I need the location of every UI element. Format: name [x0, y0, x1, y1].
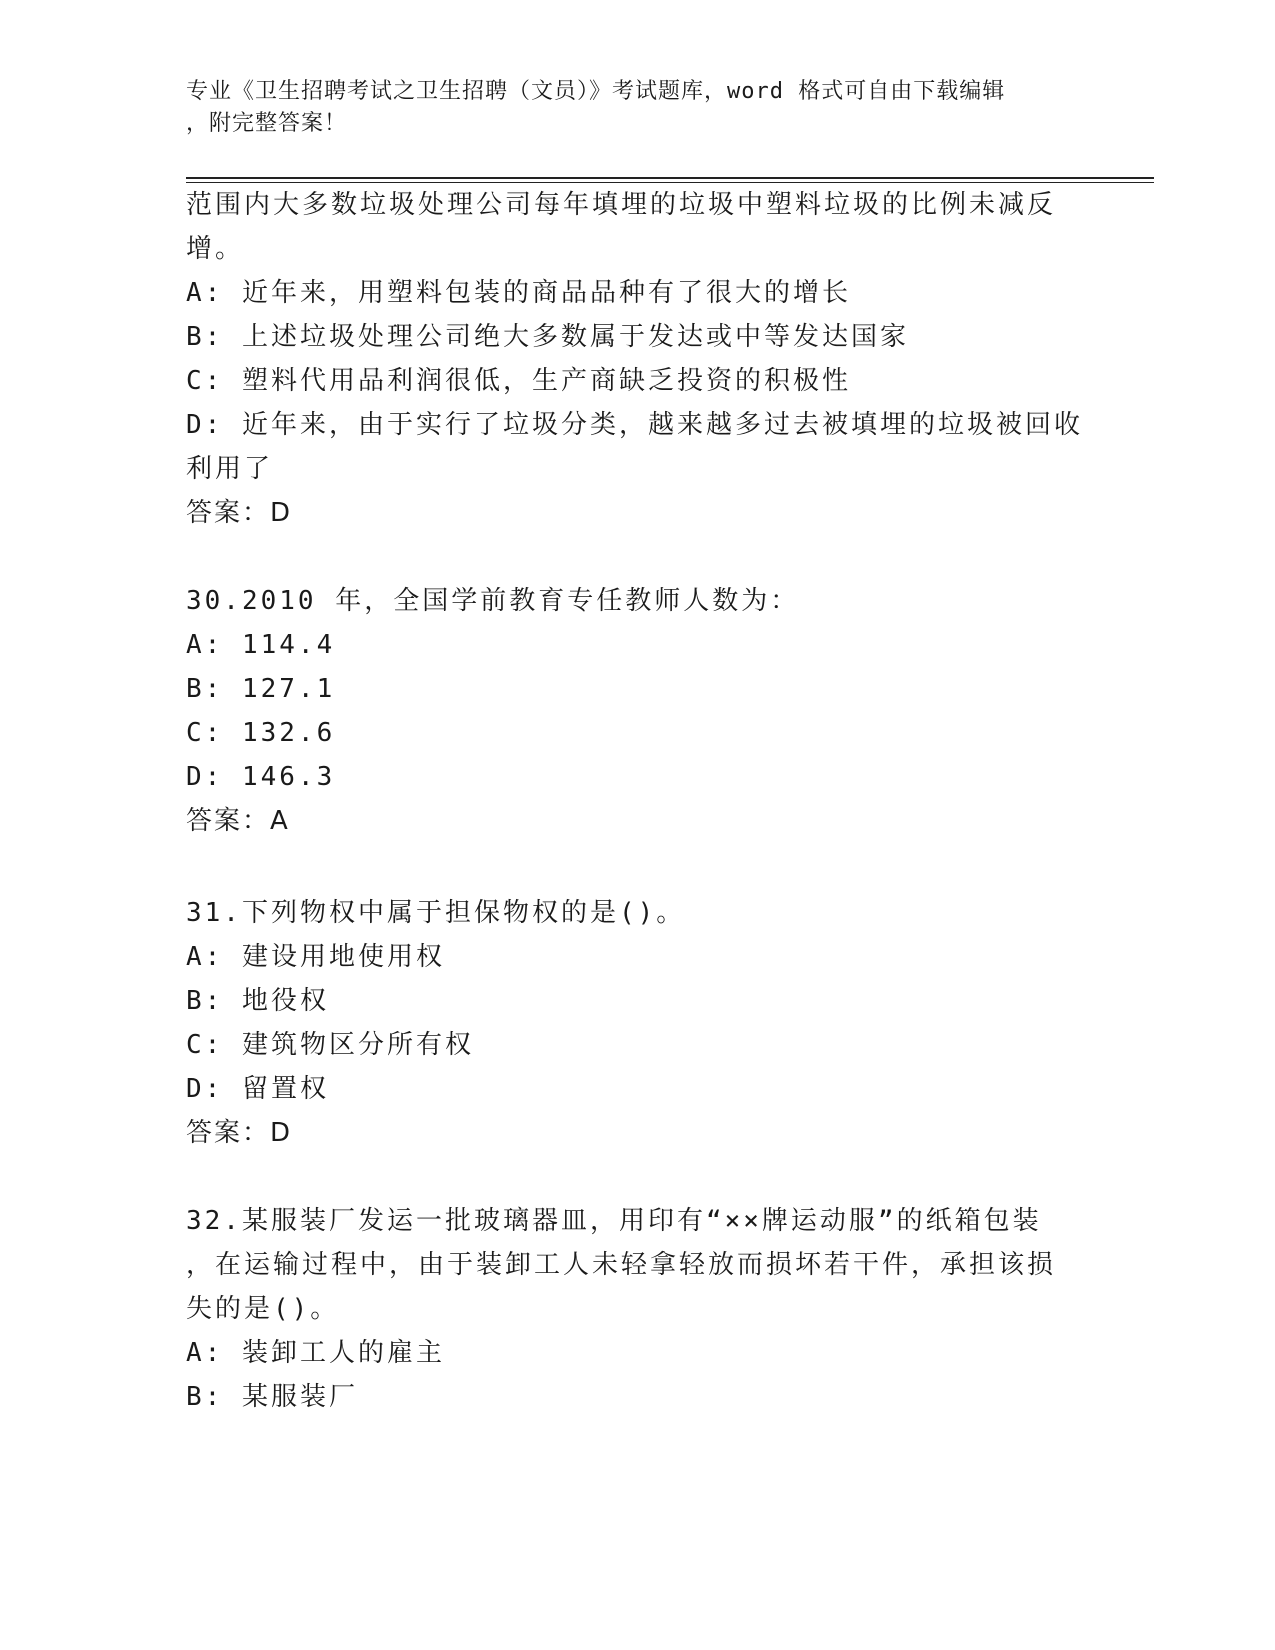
option-c: C: 建筑物区分所有权	[186, 1030, 474, 1060]
option-b: B: 上述垃圾处理公司绝大多数属于发达或中等发达国家	[186, 322, 909, 352]
option-c: C: 塑料代用品利润很低，生产商缺乏投资的积极性	[186, 366, 851, 396]
option-b: B: 地役权	[186, 986, 329, 1016]
question-stem-line: ，在运输过程中，由于装卸工人未轻拿轻放而损坏若干件，承担该损	[186, 1250, 1057, 1280]
answer-label: 答案：D	[186, 1118, 293, 1148]
header-rule-thick	[186, 177, 1154, 179]
header-line-2: ，附完整答案！	[186, 111, 348, 136]
option-b: B: 127.1	[186, 674, 336, 704]
option-d: D: 近年来，由于实行了垃圾分类，越来越多过去被填埋的垃圾被回收	[186, 410, 1083, 440]
option-d: D: 146.3	[186, 762, 336, 792]
answer-label: 答案：D	[186, 498, 293, 528]
option-c: C: 132.6	[186, 718, 336, 748]
question-stem-line: 增。	[186, 234, 245, 264]
option-a: A: 114.4	[186, 630, 336, 660]
header-line-1: 专业《卫生招聘考试之卫生招聘（文员）》考试题库，word 格式可自由下载编辑	[186, 79, 1006, 104]
option-d-continued: 利用了	[186, 454, 274, 484]
option-a: A: 近年来，用塑料包装的商品品种有了很大的增长	[186, 278, 851, 308]
document-header	[186, 76, 1066, 140]
question-30-stem: 30.2010 年，全国学前教育专任教师人数为：	[186, 586, 800, 616]
option-a: A: 建设用地使用权	[186, 942, 445, 972]
option-a: A: 装卸工人的雇主	[186, 1338, 445, 1368]
header-rule-thin	[186, 182, 1154, 183]
question-stem-line: 失的是()。	[186, 1294, 340, 1324]
question-31-stem: 31.下列物权中属于担保物权的是()。	[186, 898, 686, 928]
answer-label: 答案：A	[186, 806, 290, 836]
question-stem-line: 范围内大多数垃圾处理公司每年填埋的垃圾中塑料垃圾的比例未减反	[186, 190, 1057, 220]
option-d: D: 留置权	[186, 1074, 329, 1104]
option-b: B: 某服装厂	[186, 1382, 358, 1412]
question-32-stem: 32.某服装厂发运一批玻璃器皿，用印有“××牌运动服”的纸箱包装	[186, 1206, 1042, 1236]
